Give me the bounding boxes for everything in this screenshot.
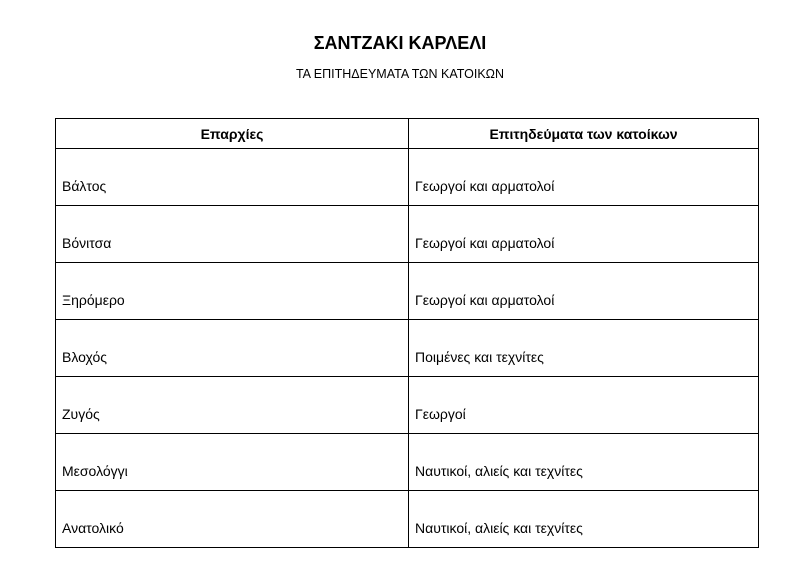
- province-cell: Βλοχός: [56, 320, 409, 377]
- province-cell: Ξηρόμερο: [56, 263, 409, 320]
- province-cell: Ανατολικό: [56, 491, 409, 548]
- table-header-row: [56, 119, 759, 149]
- table-row: [56, 491, 759, 548]
- table-row: [56, 149, 759, 206]
- occupation-cell: Ναυτικοί, αλιείς και τεχνίτες: [409, 434, 759, 491]
- province-cell: Ζυγός: [56, 377, 409, 434]
- table-row: [56, 263, 759, 320]
- occupation-cell: Γεωργοί και αρματολοί: [409, 206, 759, 263]
- province-cell: Μεσολόγγι: [56, 434, 409, 491]
- occupation-cell: Γεωργοί: [409, 377, 759, 434]
- header-provinces: Επαρχίες: [56, 119, 409, 149]
- occupation-cell: Γεωργοί και αρματολοί: [409, 263, 759, 320]
- province-cell: Βόνιτσα: [56, 206, 409, 263]
- table-row: [56, 320, 759, 377]
- header-occupations: Επιτηδεύματα των κατοίκων: [409, 119, 759, 149]
- table-row: [56, 206, 759, 263]
- province-cell: Βάλτος: [56, 149, 409, 206]
- occupations-table: [55, 118, 759, 548]
- document-title: ΣΑΝΤΖΑΚΙ ΚΑΡΛΕΛΙ: [313, 33, 487, 53]
- document-subtitle: ΤΑ ΕΠΙΤΗΔΕΥΜΑΤΑ ΤΩΝ ΚΑΤΟΙΚΩΝ: [295, 67, 505, 81]
- table-row: [56, 434, 759, 491]
- occupation-cell: Ναυτικοί, αλιείς και τεχνίτες: [409, 491, 759, 548]
- table-row: [56, 377, 759, 434]
- occupation-cell: Γεωργοί και αρματολοί: [409, 149, 759, 206]
- occupation-cell: Ποιμένες και τεχνίτες: [409, 320, 759, 377]
